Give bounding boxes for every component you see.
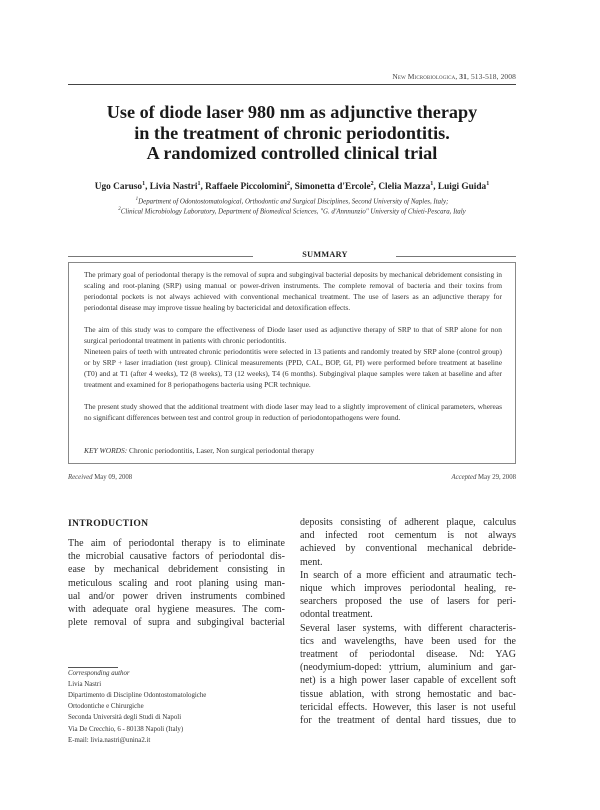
body-line: ual and/or power driven instruments combined bbox=[68, 590, 285, 602]
title-line: in the treatment of chronic periodontitis. bbox=[134, 122, 450, 143]
keywords bbox=[84, 446, 502, 455]
abstract-paragraph: The primary goal of periodontal therapy is the removal of supra and subgingival bacterial deposits by mechanical debridement consisting in scaling and root-planing (SRP) using manual or power-driven instruments. The complete removal of bacteria and their toxins from periodontal pockets is not always achieved with conventional mechanical treatment. The use of lasers as an adjunctive therapy for periodontal disease may improve tissue healing by bactericidal and detoxification effects. bbox=[84, 270, 502, 312]
body-line: meticulous scaling and root planing using man- bbox=[68, 577, 285, 589]
body-line: the microbial causative factors of periodontal dis- bbox=[68, 551, 285, 563]
title-line: Use of diode laser 980 nm as adjunctive therapy bbox=[106, 102, 478, 122]
body-line: for the treatment of dental hard tissues, due to bbox=[300, 715, 516, 727]
journal-volume: 31 bbox=[459, 72, 467, 81]
intro-right-column bbox=[300, 516, 516, 727]
body-line: and infected root cementum is not always bbox=[300, 530, 516, 542]
body-line: Several laser systems, with different characteris- bbox=[300, 622, 516, 634]
author-name: Livia Nastri bbox=[149, 182, 198, 193]
body-line: ease by mechanical debridement consisting in bbox=[68, 564, 285, 576]
body-line: In search of a more efficient and atraumatic tech- bbox=[300, 569, 516, 581]
body-line: tericidal effects. However, this laser is not useful bbox=[300, 701, 516, 713]
body-line: achieved by conventional mechanical debride- bbox=[300, 543, 516, 555]
author-name: Raffaele Piccolomini bbox=[205, 182, 287, 193]
body-line: tics and wavelengths, have been used for the bbox=[300, 635, 516, 647]
summary-divider bbox=[396, 256, 516, 257]
body-line: searchers proposed the use of lasers for peri- bbox=[300, 596, 516, 608]
abstract-paragraph: Nineteen pairs of teeth with untreated chronic periodontitis were selected in 13 patients and randomly treated by SRP alone (control group) or by SRP + laser irradiation (test group). Clinical measurements (PPD, CAL, BOP, GI, PI) were performed before treatment at baseline (T0) and at T1 (after 4 weeks), T2 (8 weeks), T3 (12 weeks), T4 (6 months). Subgingival plaque samples were taken at baseline and after treatment and examined for 8 periopathogens bacteria using PCR technique. bbox=[84, 347, 502, 389]
body-line: The aim of periodontal therapy is to eliminate bbox=[68, 538, 285, 549]
footnote-line: Livia Nastri bbox=[68, 681, 102, 688]
keywords-text: Chronic periodontitis, Laser, Non surgical periodontal therapy bbox=[129, 446, 315, 455]
abstract-paragraph: The aim of this study was to compare the effectiveness of Diode laser used as adjunctive therapy of SRP to that of SRP alone for non surgical periodontal treatment in patients with chronic periodontitis. bbox=[84, 325, 502, 345]
intro-left-column bbox=[68, 537, 285, 629]
author-name: Clelia Mazza bbox=[378, 182, 431, 193]
body-line: odontal treatment. bbox=[300, 609, 373, 621]
title-line: A randomized controlled clinical trial bbox=[146, 143, 438, 163]
received-date: Received May 09, 2008 bbox=[68, 474, 133, 481]
running-head: New Microbiologica, 31, 513-518, 2008 bbox=[392, 72, 516, 81]
footnote-line: Seconda Università degli Studi di Napoli bbox=[68, 714, 182, 721]
email-link[interactable]: E-mail: livia.nastri@unina2.it bbox=[68, 737, 151, 744]
accepted-date: Accepted May 29, 2008 bbox=[451, 474, 516, 481]
body-line: tissue ablation, with strong hemostatic and bac- bbox=[300, 688, 516, 700]
body-line: treatment of periodontal disease. Nd: YAG bbox=[300, 649, 516, 661]
affiliation: $^2$Clinical Microbiology Laboratory, Department of Biomedical Sciences, "G. d'Annnunzio" University of Chieti-Pescara, Italy bbox=[118, 207, 466, 216]
body-line: ment. bbox=[300, 556, 323, 568]
summary-heading: SUMMARY bbox=[302, 250, 348, 259]
body-line: net) is a high power laser capable of excellent soft bbox=[300, 675, 516, 687]
body-line: (neodymium-doped: yttrium, aluminium and gar- bbox=[300, 662, 516, 674]
journal-pages: 513-518, 2008 bbox=[470, 72, 516, 81]
body-line: nique which improves periodontal healing, re- bbox=[300, 583, 516, 595]
body-line: deposits consisting of adherent plaque, calculus bbox=[300, 517, 516, 528]
author-list: Ugo Caruso$^1$, Livia Nastri$^1$, Raffaele Piccolomini$^2$, Simonetta d'Ercole$^2$, Clelia Mazza$^1$, Luigi Guida$^1$ bbox=[94, 181, 490, 193]
footnote-line: Via De Crecchio, 6 - 80138 Napoli (Italy) bbox=[68, 726, 184, 733]
article-title bbox=[68, 102, 516, 164]
affiliation: $^1$Department of Odontostomatological, Orthodontic and Surgical Disciplines, Second University of Naples, Italy; bbox=[135, 197, 449, 206]
body-line: plete removal of supra and subgingival bacterial bbox=[68, 617, 285, 629]
section-heading-introduction: INTRODUCTION bbox=[68, 518, 149, 529]
footnote-line: Ortodontiche e Chirurgiche bbox=[68, 703, 144, 710]
journal-name: New Microbiologica bbox=[392, 72, 456, 81]
body-line: with adequate oral hygiene measures. The com- bbox=[68, 604, 285, 616]
header-rule bbox=[68, 84, 516, 85]
abstract-paragraph: The present study showed that the additional treatment with diode laser may lead to a slightly improvement of clinical parameters, whereas no significant differences between test and control group in reduction of periodontopathogens were found. bbox=[84, 402, 502, 422]
summary-divider bbox=[68, 256, 253, 257]
footnote-line: Dipartimento di Discipline Odontostomatologiche bbox=[68, 692, 207, 699]
author-name: Ugo Caruso bbox=[94, 182, 143, 193]
author-name: Simonetta d'Ercole bbox=[294, 182, 371, 193]
author-name: Luigi Guida bbox=[437, 182, 487, 193]
corresponding-author-heading: Corresponding author bbox=[68, 670, 130, 677]
keywords-label: KEY WORDS: bbox=[84, 446, 128, 455]
